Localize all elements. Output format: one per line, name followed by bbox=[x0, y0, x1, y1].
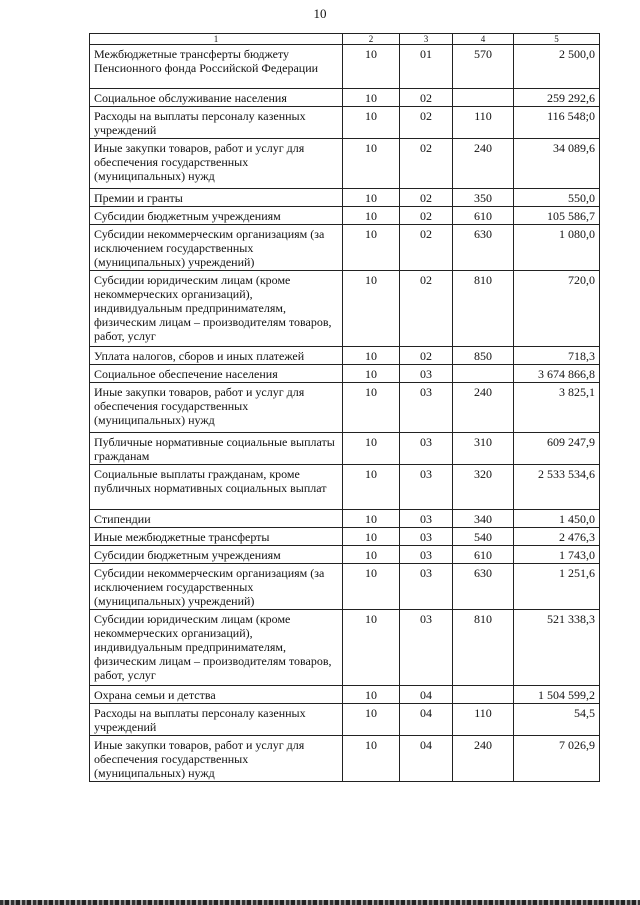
expense-type-code: 110 bbox=[453, 704, 514, 736]
amount: 3 674 866,8 bbox=[514, 365, 600, 383]
expense-name: Иные закупки товаров, работ и услуг для обеспечения государственных (муниципальных) нужд bbox=[90, 736, 343, 782]
amount: 34 089,6 bbox=[514, 139, 600, 189]
amount: 1 743,0 bbox=[514, 546, 600, 564]
amount: 3 825,1 bbox=[514, 383, 600, 433]
amount: 550,0 bbox=[514, 189, 600, 207]
table-row bbox=[90, 610, 600, 686]
table-row bbox=[90, 225, 600, 271]
section-code: 10 bbox=[343, 383, 400, 433]
section-code: 10 bbox=[343, 189, 400, 207]
amount: 259 292,6 bbox=[514, 89, 600, 107]
column-number: 4 bbox=[453, 34, 514, 45]
expense-name: Расходы на выплаты персоналу казенных учреждений bbox=[90, 704, 343, 736]
expense-type-code: 240 bbox=[453, 139, 514, 189]
subsection-code: 04 bbox=[400, 704, 453, 736]
section-code: 10 bbox=[343, 365, 400, 383]
subsection-code: 03 bbox=[400, 383, 453, 433]
section-code: 10 bbox=[343, 433, 400, 465]
table-row bbox=[90, 45, 600, 89]
section-code: 10 bbox=[343, 564, 400, 610]
column-number: 3 bbox=[400, 34, 453, 45]
scan-edge-artifact bbox=[0, 900, 640, 905]
subsection-code: 03 bbox=[400, 564, 453, 610]
expense-type-code: 610 bbox=[453, 546, 514, 564]
amount: 521 338,3 bbox=[514, 610, 600, 686]
expense-name: Стипендии bbox=[90, 510, 343, 528]
subsection-code: 03 bbox=[400, 433, 453, 465]
expense-type-code: 630 bbox=[453, 564, 514, 610]
subsection-code: 03 bbox=[400, 465, 453, 510]
section-code: 10 bbox=[343, 704, 400, 736]
table-row bbox=[90, 207, 600, 225]
amount: 2 533 534,6 bbox=[514, 465, 600, 510]
expense-type-code: 610 bbox=[453, 207, 514, 225]
amount: 1 251,6 bbox=[514, 564, 600, 610]
table-row bbox=[90, 347, 600, 365]
subsection-code: 02 bbox=[400, 189, 453, 207]
expense-type-code: 810 bbox=[453, 610, 514, 686]
column-number: 5 bbox=[514, 34, 600, 45]
expense-type-code: 240 bbox=[453, 736, 514, 782]
table-row bbox=[90, 546, 600, 564]
expense-type-code: 810 bbox=[453, 271, 514, 347]
expense-name: Расходы на выплаты персоналу казенных учреждений bbox=[90, 107, 343, 139]
expense-type-code: 540 bbox=[453, 528, 514, 546]
subsection-code: 02 bbox=[400, 107, 453, 139]
expense-name: Социальное обеспечение населения bbox=[90, 365, 343, 383]
expense-name: Иные закупки товаров, работ и услуг для обеспечения государственных (муниципальных) нужд bbox=[90, 139, 343, 189]
table-row bbox=[90, 736, 600, 782]
subsection-code: 01 bbox=[400, 45, 453, 89]
page-number: 10 bbox=[313, 6, 327, 21]
section-code: 10 bbox=[343, 610, 400, 686]
subsection-code: 03 bbox=[400, 610, 453, 686]
section-code: 10 bbox=[343, 546, 400, 564]
amount: 1 450,0 bbox=[514, 510, 600, 528]
subsection-code: 02 bbox=[400, 89, 453, 107]
expense-name: Субсидии бюджетным учреждениям bbox=[90, 207, 343, 225]
subsection-code: 02 bbox=[400, 207, 453, 225]
section-code: 10 bbox=[343, 45, 400, 89]
amount: 7 026,9 bbox=[514, 736, 600, 782]
expense-type-code: 350 bbox=[453, 189, 514, 207]
subsection-code: 02 bbox=[400, 225, 453, 271]
table-row bbox=[90, 365, 600, 383]
amount: 1 504 599,2 bbox=[514, 686, 600, 704]
subsection-code: 04 bbox=[400, 686, 453, 704]
expense-type-code: 310 bbox=[453, 433, 514, 465]
expense-type-code bbox=[453, 686, 514, 704]
expense-type-code: 110 bbox=[453, 107, 514, 139]
section-code: 10 bbox=[343, 207, 400, 225]
section-code: 10 bbox=[343, 347, 400, 365]
amount: 116 548;0 bbox=[514, 107, 600, 139]
amount: 2 500,0 bbox=[514, 45, 600, 89]
table-row bbox=[90, 139, 600, 189]
expense-type-code: 320 bbox=[453, 465, 514, 510]
table-row bbox=[90, 465, 600, 510]
table-row bbox=[90, 383, 600, 433]
table-row bbox=[90, 107, 600, 139]
subsection-code: 03 bbox=[400, 546, 453, 564]
section-code: 10 bbox=[343, 510, 400, 528]
expense-name: Социальное обслуживание населения bbox=[90, 89, 343, 107]
expense-name: Иные закупки товаров, работ и услуг для обеспечения государственных (муниципальных) нужд bbox=[90, 383, 343, 433]
table-row bbox=[90, 510, 600, 528]
expense-type-code bbox=[453, 89, 514, 107]
section-code: 10 bbox=[343, 465, 400, 510]
expense-name: Охрана семьи и детства bbox=[90, 686, 343, 704]
amount: 2 476,3 bbox=[514, 528, 600, 546]
section-code: 10 bbox=[343, 528, 400, 546]
expense-name: Межбюджетные трансферты бюджету Пенсионного фонда Российской Федерации bbox=[90, 45, 343, 89]
expense-name: Социальные выплаты гражданам, кроме публичных нормативных социальных выплат bbox=[90, 465, 343, 510]
column-number: 1 bbox=[90, 34, 343, 45]
table-row bbox=[90, 433, 600, 465]
table-row bbox=[90, 564, 600, 610]
section-code: 10 bbox=[343, 107, 400, 139]
subsection-code: 04 bbox=[400, 736, 453, 782]
subsection-code: 03 bbox=[400, 365, 453, 383]
section-code: 10 bbox=[343, 139, 400, 189]
section-code: 10 bbox=[343, 686, 400, 704]
expense-name: Субсидии некоммерческим организациям (за исключением государственных (муниципальных) учреждений) bbox=[90, 564, 343, 610]
expense-name: Субсидии юридическим лицам (кроме некоммерческих организаций), индивидуальным предпринимателям, физическим лицам – производителям товаров, работ, услуг bbox=[90, 271, 343, 347]
expense-type-code: 630 bbox=[453, 225, 514, 271]
expense-name: Уплата налогов, сборов и иных платежей bbox=[90, 347, 343, 365]
section-code: 10 bbox=[343, 736, 400, 782]
section-code: 10 bbox=[343, 225, 400, 271]
table-row bbox=[90, 189, 600, 207]
section-code: 10 bbox=[343, 89, 400, 107]
subsection-code: 02 bbox=[400, 347, 453, 365]
expense-type-code: 240 bbox=[453, 383, 514, 433]
table-row bbox=[90, 704, 600, 736]
column-number-row bbox=[90, 34, 600, 45]
amount: 1 080,0 bbox=[514, 225, 600, 271]
expense-name: Субсидии некоммерческим организациям (за исключением государственных (муниципальных) учреждений) bbox=[90, 225, 343, 271]
amount: 609 247,9 bbox=[514, 433, 600, 465]
amount: 720,0 bbox=[514, 271, 600, 347]
expense-name: Премии и гранты bbox=[90, 189, 343, 207]
table-row bbox=[90, 686, 600, 704]
expense-name: Иные межбюджетные трансферты bbox=[90, 528, 343, 546]
expense-type-code: 340 bbox=[453, 510, 514, 528]
table-row bbox=[90, 271, 600, 347]
expense-type-code bbox=[453, 365, 514, 383]
expense-type-code: 570 bbox=[453, 45, 514, 89]
expense-name: Публичные нормативные социальные выплаты гражданам bbox=[90, 433, 343, 465]
amount: 105 586,7 bbox=[514, 207, 600, 225]
amount: 718,3 bbox=[514, 347, 600, 365]
table-row bbox=[90, 528, 600, 546]
expense-name: Субсидии бюджетным учреждениям bbox=[90, 546, 343, 564]
budget-table bbox=[89, 33, 600, 782]
expense-type-code: 850 bbox=[453, 347, 514, 365]
subsection-code: 03 bbox=[400, 528, 453, 546]
expense-name: Субсидии юридическим лицам (кроме некоммерческих организаций), индивидуальным предпринимателям, физическим лицам – производителям товаров, работ, услуг bbox=[90, 610, 343, 686]
subsection-code: 02 bbox=[400, 139, 453, 189]
subsection-code: 03 bbox=[400, 510, 453, 528]
amount: 54,5 bbox=[514, 704, 600, 736]
section-code: 10 bbox=[343, 271, 400, 347]
column-number: 2 bbox=[343, 34, 400, 45]
table-row bbox=[90, 89, 600, 107]
subsection-code: 02 bbox=[400, 271, 453, 347]
